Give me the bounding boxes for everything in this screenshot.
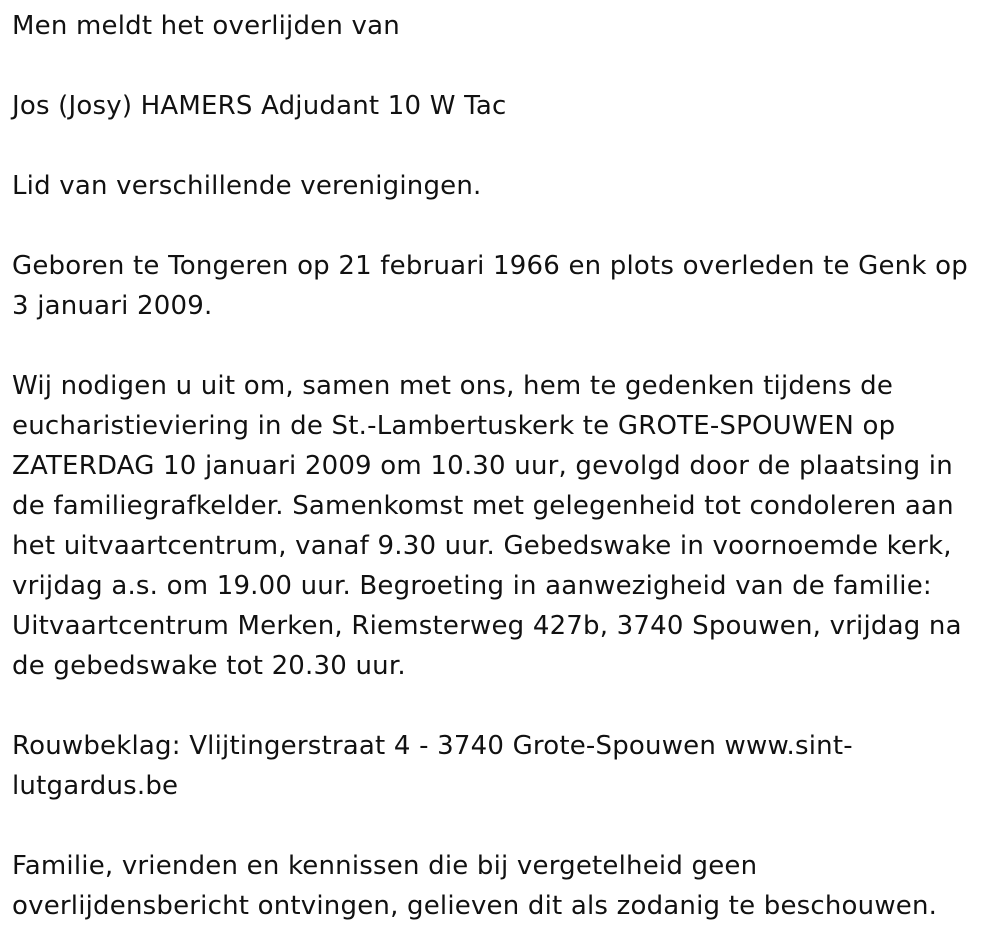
membership-text: Lid van verschillende verenigingen. (12, 171, 482, 201)
closing-note: Familie, vrienden en kennissen die bij vergetelheid geen overlijdensbericht ontvingen, gelieven dit als zodanig te beschouwen. (12, 851, 938, 921)
intro-text: Men meldt het overlijden van (12, 11, 400, 41)
birth-death-text: Geboren te Tongeren op 21 februari 1966 en plots overleden te Genk op 3 januari 2009. (12, 251, 968, 321)
condolence-address: Rouwbeklag: Vlijtingerstraat 4 - 3740 Grote-Spouwen www.sint-lutgardus.be (12, 731, 853, 801)
deceased-name: Jos (Josy) HAMERS Adjudant 10 W Tac (12, 91, 507, 121)
ceremony-text: Wij nodigen u uit om, samen met ons, hem te gedenken tijdens de eucharistieviering in de St.-Lambertuskerk te GROTE-SPOUWEN op ZATERDAG 10 januari 2009 om 10.30 uur, gevolgd door de plaatsing in de familiegrafkelder. Samenkomst met gelegenheid tot condoleren aan het uitvaartcentrum, vanaf 9.30 uur. Gebedswake in voornoemde kerk, vrijdag a.s. om 19.00 uur. Begroeting in aanwezigheid van de familie: Uitvaartcentrum Merken, Riemsterweg 427b, 3740 Spouwen, vrijdag na de gebedswake tot 20.30 uur. (12, 371, 962, 681)
